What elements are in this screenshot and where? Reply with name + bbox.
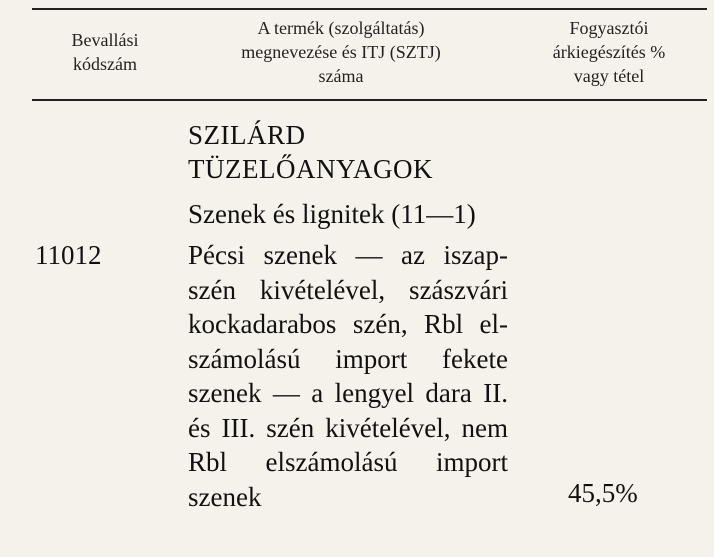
section-subheading: Szenek és lignitek (11—1) <box>188 199 476 229</box>
table-top-rule <box>32 8 707 10</box>
header-bottom-rule <box>32 99 707 101</box>
header-product-line: száma <box>318 66 364 86</box>
description-line: Pécsi szenek — az iszap- <box>188 240 508 270</box>
section-title <box>188 118 433 186</box>
section-title-line: TÜZELŐANYAGOK <box>188 154 433 184</box>
row-code: 11012 <box>35 240 102 270</box>
header-supplement <box>513 16 705 88</box>
header-supplement-line: árkiegészítés % <box>552 42 666 62</box>
description-line: Rbl elszámolású import <box>188 447 508 477</box>
header-product-line: megnevezése és ITJ (SZTJ) <box>241 42 441 62</box>
description-line: kockadarabos szén, Rbl el- <box>188 309 508 339</box>
header-supplement-line: vagy tétel <box>573 66 645 86</box>
row-value: 45,5% <box>568 478 638 508</box>
header-code-line: Bevallási <box>71 30 139 50</box>
description-line: számolású import fekete <box>188 343 508 374</box>
description-line: szenek — a lengyel dara II. <box>188 378 508 408</box>
header-code-line: kódszám <box>73 54 137 74</box>
description-line: szén kivételével, szászvári <box>188 274 508 305</box>
header-code <box>30 28 180 76</box>
description-line: szenek <box>188 481 262 512</box>
description-line: és III. szén kivételével, nem <box>188 412 508 443</box>
section-title-line: SZILÁRD <box>188 120 306 150</box>
header-product <box>196 16 486 88</box>
header-supplement-line: Fogyasztói <box>569 18 649 38</box>
row-description <box>188 238 508 514</box>
header-product-line: A termék (szolgáltatás) <box>257 18 425 38</box>
